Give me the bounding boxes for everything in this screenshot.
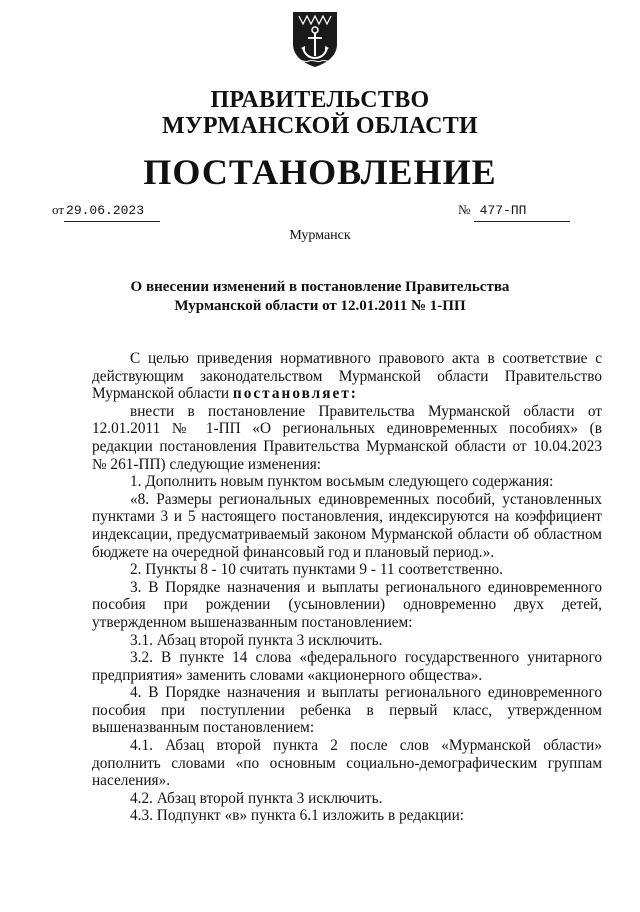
- paragraph: 1. Дополнить новым пунктом восьмым следующего содержания:: [130, 473, 554, 491]
- paragraph: 4. В Порядке назначения и выплаты регионального единовременного пособия при поступлении ребенка в первый класс, утвержденном вышеназванным постановлением:: [92, 684, 602, 737]
- paragraph: 3. В Порядке назначения и выплаты регионального единовременного пособия при рождении (усыновлении) одновременно двух детей, утвержденном вышеназванным постановлением:: [92, 578, 602, 631]
- date-value: 29.06.2023: [64, 201, 160, 222]
- subject-line1: О внесении изменений в постановление Правительства: [130, 279, 510, 295]
- paragraph: «8. Размеры региональных единовременных пособий, установленных пунктами 3 и 5 настоящего постановления, индексируются на коэффициент индексации, предусматриваемый законом Мурманской области об областном бюджете на очередной финансовый год и плановый период.».: [92, 490, 602, 561]
- org-title-line1: ПРАВИТЕЛЬСТВО: [210, 87, 430, 113]
- resolves-word: постановляет:: [232, 385, 358, 403]
- number-prefix: №: [458, 202, 471, 217]
- paragraph-preamble: [92, 350, 602, 403]
- paragraph: 3.1. Абзац второй пункта 3 исключить.: [130, 631, 383, 649]
- paragraph: 4.2. Абзац второй пункта 3 исключить.: [130, 789, 383, 807]
- preamble-text: С целью приведения нормативного правового акта в соответствие с действующим законодательством Мурманской области Правительство Мурманской области: [92, 350, 602, 403]
- paragraph: 4.1. Абзац второй пункта 2 после слов «Мурманской области» дополнить словами «по основным социально-демографическим группам населения».: [92, 737, 602, 790]
- subject-line2: Мурманской области от 12.01.2011 № 1-ПП: [174, 298, 466, 314]
- date-prefix: от: [52, 202, 65, 217]
- paragraph: 3.2. В пункте 14 слова «федерального государственного унитарного предприятия» заменить словами «акционерного общества».: [92, 649, 602, 684]
- document-number: [458, 200, 570, 222]
- org-title-line2: МУРМАНСКОЙ ОБЛАСТИ: [162, 113, 478, 139]
- paragraph: внести в постановление Правительства Мурманской области от 12.01.2011 № 1-ПП «О региональных единовременных пособиях» (в редакции постановления Правительства Мурманской области от 10.04.2023 № 261-ПП) следующие изменения:: [92, 402, 602, 473]
- document-subject: [100, 278, 540, 316]
- document-date: [52, 200, 160, 222]
- paragraph: 4.3. Подпункт «в» пункта 6.1 изложить в редакции:: [130, 807, 465, 825]
- number-value: 477-ПП: [474, 201, 570, 222]
- coat-of-arms-icon: [291, 10, 339, 68]
- paragraph: 2. Пункты 8 - 10 считать пунктами 9 - 11 соответственно.: [130, 561, 503, 579]
- document-body: [92, 350, 602, 825]
- document-type-title: ПОСТАНОВЛЕНИЕ: [143, 152, 497, 192]
- document-city: Мурманск: [289, 228, 351, 243]
